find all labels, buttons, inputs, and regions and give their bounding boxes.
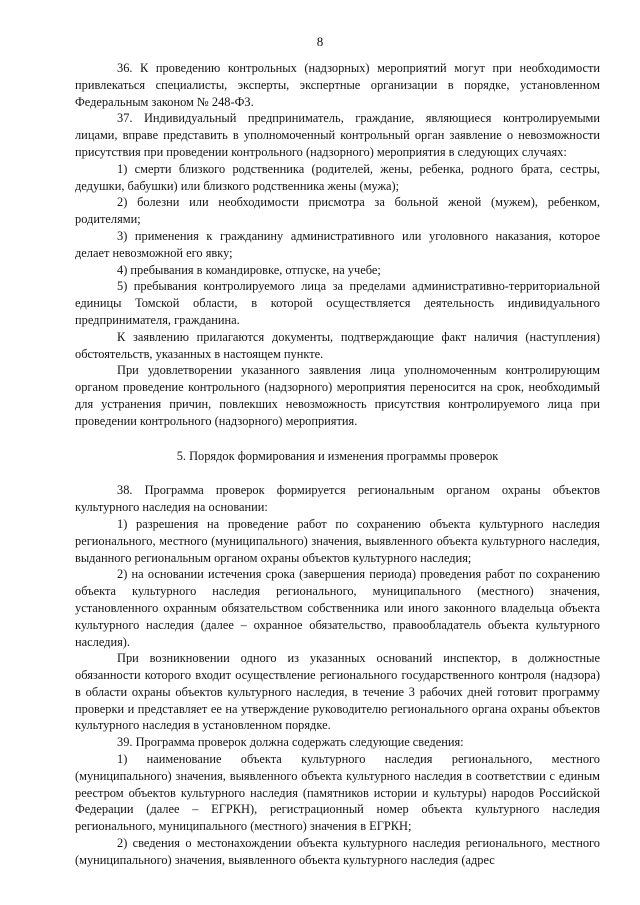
document-body (75, 60, 600, 869)
paragraph-attachments: К заявлению прилагаются документы, подтверждающие факт наличия (наступления) обстоятельств, указанных в настоящем пункте. (75, 329, 600, 361)
paragraph-inspector: При возникновении одного из указанных оснований инспектор, в должностные обязанности которого входит осуществление регионального государственного контроля (надзора) в области охраны объектов культурного наследия, в течение 3 рабочих дней готовит программу проверки и представляет ее на утверждение руководителю регионального органа охраны объектов культурного наследия в установленном порядке. (75, 651, 600, 733)
paragraph-38: 38. Программа проверок формируется региональным органом охраны объектов культурного наследия на основании: (75, 483, 600, 515)
list-item-37-5: 5) пребывания контролируемого лица за пределами административно-территориальной единицы Томской области, в которой осуществляется деятельность индивидуального предпринимателя, гражданина. (75, 279, 600, 327)
paragraph-37: 37. Индивидуальный предприниматель, граждание, являющиеся контролируемыми лицами, вправе представить в уполномоченный контрольный орган заявление о невозможности присутствия при проведении контрольного (надзорного) мероприятия в следующих случаях: (75, 111, 600, 159)
list-item-39-1: 1) наименование объекта культурного наследия регионального, местного (муниципального) значения, выявленного объекта культурного наследия в соответствии с единым реестром объектов культурного наследия (памятников истории и культуры) народов Российской Федерации (далее – ЕГРКН), регистрационный номер объекта культурного наследия регионального, муниципального (местного) значения в ЕГРКН; (75, 752, 600, 834)
list-item-37-1: 1) смерти близкого родственника (родителей, жены, ребенка, родного брата, сестры, дедушки, бабушки) или близкого родственника жены (мужа); (75, 161, 600, 193)
page-number: 8 (316, 34, 324, 49)
list-item-37-2: 2) болезни или необходимости присмотра за больной женой (мужем), ребенком, родителями; (75, 195, 600, 227)
paragraph-36: 36. К проведению контрольных (надзорных) мероприятий могут при необходимости привлекаться специалисты, эксперты, экспертные организации в порядке, установленном Федеральным законом № 248-ФЗ. (75, 61, 600, 109)
list-item-38-2: 2) на основании истечения срока (завершения периода) проведения работ по сохранению объекта культурного наследия регионального, муниципального (местного) значения, установленного охранным обязательством собственника или иного законного владельца объекта культурного наследия (далее – охранное обязательство, правообладатель объекта культурного наследия). (75, 567, 600, 649)
list-item-37-3: 3) применения к гражданину административного или уголовного наказания, которое делает невозможной его явку; (75, 228, 600, 260)
list-item-37-4: 4) пребывания в командировке, отпуске, на учебе; (117, 262, 381, 277)
list-item-39-2: 2) сведения о местонахождении объекта культурного наследия регионального, местного (муниципального) значения, выявленного объекта культурного наследия (адрес (75, 836, 600, 867)
paragraph-postponement: При удовлетворении указанного заявления лица уполномоченным контролирующим органом проведение контрольного (надзорного) мероприятия переносится на срок, необходимый для устранения причин, повлекших невозможность присутствия контролируемого лица при проведении контрольного (надзорного) мероприятия. (75, 363, 600, 428)
section-heading: 5. Порядок формирования и изменения программы проверок (176, 448, 499, 463)
paragraph-39: 39. Программа проверок должна содержать следующие сведения: (117, 735, 464, 750)
list-item-38-1: 1) разрешения на проведение работ по сохранению объекта культурного наследия регионального, местного (муниципального) значения, выявленного объекта культурного наследия, выданного региональным органом охраны объектов культурного наследия; (75, 516, 600, 565)
